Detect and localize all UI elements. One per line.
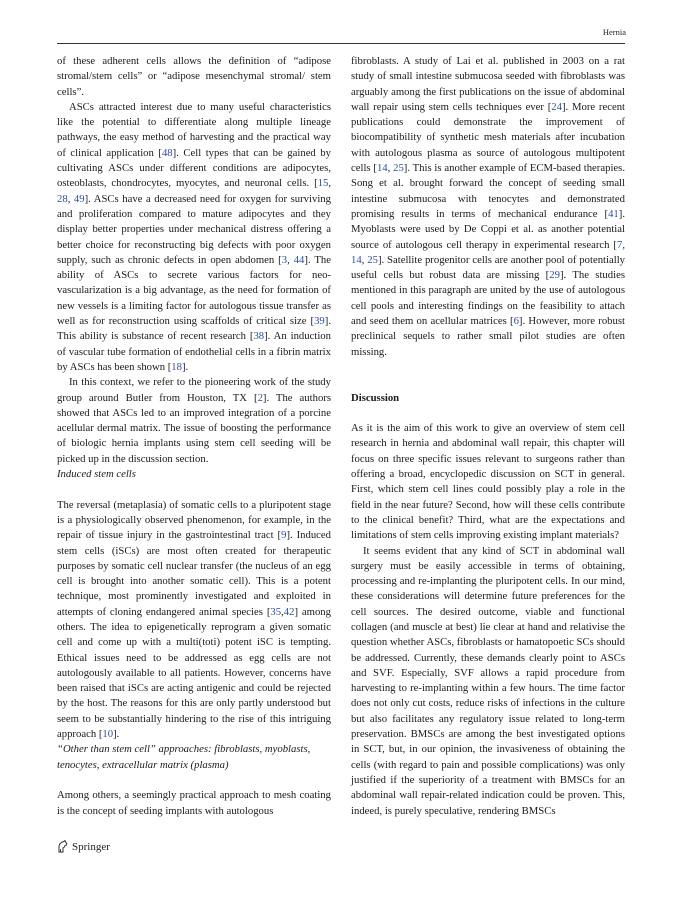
footer-publisher	[57, 840, 110, 853]
paragraph	[57, 375, 331, 467]
citation-link[interactable]: 35	[270, 605, 282, 618]
text-run: ].	[113, 728, 120, 741]
left-column	[57, 54, 331, 819]
citation-link[interactable]: 6	[513, 315, 519, 328]
citation-link[interactable]: 39	[314, 315, 325, 328]
springer-horse-icon	[57, 840, 68, 853]
text-run: ]. This is another example of ECM-based therapies. Song et al. brought forward the concept of seeding small intestine submucosa with tenocytes and demonstrated promising results in terms of mechanical endurance [	[351, 162, 625, 220]
text-run: ASCs attracted interest due to many useful characteristics like the potential to differentiate along multiple lineage pathways, the easy method of harvesting and the practical way of clinical application [	[57, 100, 331, 159]
citation-link[interactable]: 15	[317, 177, 329, 190]
citation-link[interactable]: 42	[283, 605, 295, 618]
text-run: ]. This ability is substance of recent research [	[57, 315, 331, 343]
text-run: of these adherent cells allows the definition of “adipose stromal/stem cells” or “adipose mesenchymal stromal/ stem cells”.	[57, 55, 331, 98]
publisher-name: Springer	[72, 840, 110, 853]
paragraph	[57, 100, 331, 375]
citation-link[interactable]: 2	[257, 391, 263, 404]
text-run: ]. The studies mentioned in this paragraph are united by the use of autologous cell pools and interesting findings on the feasibility to attach and seed them on acellular matrices [	[351, 269, 625, 328]
text-run: As it is the aim of this work to give an overview of stem cell research in hernia and abdominal wall repair, this chapter will focus on three specific issues relevant to surgeons rather than offering a broad, encyclopedic discussion on SCT in general. First, which stem cell lines could possibly play a role in the field in the near future? Second, how will these cells contribute to the clinical benefit? Third, what are the expectations and limitations of stem cells improving existing implant materials?	[351, 422, 625, 542]
citation-link[interactable]: 25	[367, 253, 378, 266]
paragraph	[351, 544, 625, 819]
text-run: ]. An induction of vascular tube formation of endothelial cells in a fibrin matrix by ASCs has been shown [	[57, 330, 331, 373]
text-run: ]. Cell types that can be gained by cultivating ASCs under different conditions are adipocytes, osteoblasts, chondrocytes, myocytes, and neuronal cells. [	[57, 146, 331, 190]
section-heading-induced-stem-cells: Induced stem cells	[57, 468, 136, 481]
text-run: ].	[181, 360, 189, 373]
citation-link[interactable]: 10	[102, 728, 114, 741]
citation-link[interactable]: 14	[351, 253, 362, 266]
text-run: ,	[67, 192, 74, 205]
text-run: ]. Myoblasts were used by De Coppi et al. as another potential source of autologous cell therapy in experimental research [	[351, 207, 625, 251]
text-run: ,	[287, 253, 294, 266]
citation-link[interactable]: 24	[551, 100, 562, 113]
text-run: ]. Satellite progenitor cells are another pool of potentially useful cells but robust data are missing [	[351, 253, 626, 282]
paragraph	[351, 421, 625, 543]
text-run: ]. The ability of ASCs to secrete various factors for neo-vascularization is a big advantage, as the need for formation of new vessels is a limiting factor for autologous tissue transfer as well as for reconstruction using scaffolds of critical size [	[57, 253, 331, 328]
text-run: The reversal (metaplasia) of somatic cells to a pluripotent stage is a physiologically observed phenomenon, for example, in the repair of tissue injury in the gastrointestinal tract [	[57, 498, 331, 542]
text-run: Among others, a seemingly practical approach to mesh coating is the concept of seeding implants with autologous	[57, 789, 331, 817]
text-run: ,	[622, 238, 625, 251]
citation-link[interactable]: 7	[616, 238, 623, 251]
text-run: ]. However, more robust preclinical sequels to rather small pilot studies are often missing.	[351, 315, 625, 358]
text-run: ]. Induced stem cells (iSCs) are most often created for therapeutic purposes by somatic cell nuclear transfer (the nucleus of an egg cell is brought into another somatic cell). This is a potent technique, most prominently investigated and exploited in attempts of cloning endangered animal species [	[57, 529, 331, 618]
header-rule	[57, 43, 625, 44]
citation-link[interactable]: 18	[171, 360, 182, 373]
text-run: It seems evident that any kind of SCT in abdominal wall surgery must be easily accessible in terms of obtaining, processing and re-implanting the pluripotent cells. In our mind, these considerations will determine future preferences for the cell sources. The desired outcome, viable and functional collagen (and muscle at best) lie clear at hand and relativise the question whether ASCs, fibroblasts or hamatopoetic SCs should be addressed. Currently, these demands clearly point to ASCs and SVF. Especially, SVF allows a rapid procedure from harvesting to re-implanting within a few hours. The time factor does not only cut costs, reduce risks of infections in the culture but also facilitates any regulatory issue related to long-term preservation. BMSCs are among the best investigated options in SCT, but, in our opinion, the invasiveness of obtaining the cells (with regard to pain and possible complications) was only justified if the superiority of a treatment with BMSCs for an abdominal wall repair-related indication could be proven. This, indeed, is purely speculative, rendering BMSCs	[351, 544, 625, 817]
paragraph	[57, 54, 331, 100]
text-run: ,	[361, 253, 368, 266]
paragraph	[351, 54, 625, 360]
citation-link[interactable]: 38	[253, 330, 265, 343]
text-run: fibroblasts. A study of Lai et al. published in 2003 on a rat study of small intestine submucosa seeded with fibroblasts was arguably among the first publications on the issue of abdominal wall repair using stem cells techniques ever [	[351, 55, 625, 113]
text-run: ,	[328, 177, 331, 190]
citation-link[interactable]: 44	[293, 253, 305, 266]
citation-link[interactable]: 3	[281, 253, 288, 266]
citation-link[interactable]: 29	[549, 269, 560, 282]
citation-link[interactable]: 28	[57, 192, 68, 205]
text-run: ]. More recent publications could demonstrate the improvement of biocompatibility of synthetic mesh materials after incubation with autologous plasma as source of autologous multipotent cells [	[351, 100, 626, 175]
right-column	[351, 54, 625, 819]
paragraph	[57, 498, 331, 743]
text-run: ] among others. The idea to epigenetically reprogram a given somatic cell and come up with a multi(toti) potent iSC is tempting. Ethical issues need to be addressed as egg cells are not autologously available to all patients. However, concerns have been raised that iSCs are acting antigenic and could be rejected by the host. The reasons for this are only partly understood but seem to be substantially hindering to the rise of this intriguing approach [	[57, 605, 331, 741]
text-run: In this context, we refer to the pioneering work of the study group around Butler from Houston, TX [	[57, 376, 331, 404]
citation-link[interactable]: 14	[376, 162, 388, 175]
citation-link[interactable]: 9	[281, 529, 287, 542]
citation-link[interactable]: 49	[73, 192, 85, 205]
citation-link[interactable]: 41	[608, 207, 619, 220]
text-run: ,	[281, 605, 284, 618]
citation-link[interactable]: 25	[393, 162, 404, 175]
section-heading-other-approaches: “Other than stem cell” approaches: fibroblasts, myoblasts, tenocytes, extracellular matrix (plasma)	[57, 743, 311, 771]
running-head-journal: Hernia	[602, 27, 626, 37]
section-heading-discussion: Discussion	[351, 391, 400, 404]
text-run: ]. The authors showed that ASCs led to an improved integration of a porcine acellular dermal matrix. The issue of boosting the performance of biologic hernia implants using stem cell seeding will be picked up in the discussion section.	[57, 391, 332, 465]
citation-link[interactable]: 48	[161, 146, 173, 159]
paragraph	[57, 788, 331, 819]
text-run: ]. ASCs have a decreased need for oxygen for surviving and proliferation compared to mature adipocytes and they display better properties under mechanical distress offering a better choice for reconstructing big defects with poor oxygen supply, such as chronic defects in open abdomen [	[57, 192, 331, 266]
text-run: ,	[387, 162, 394, 175]
